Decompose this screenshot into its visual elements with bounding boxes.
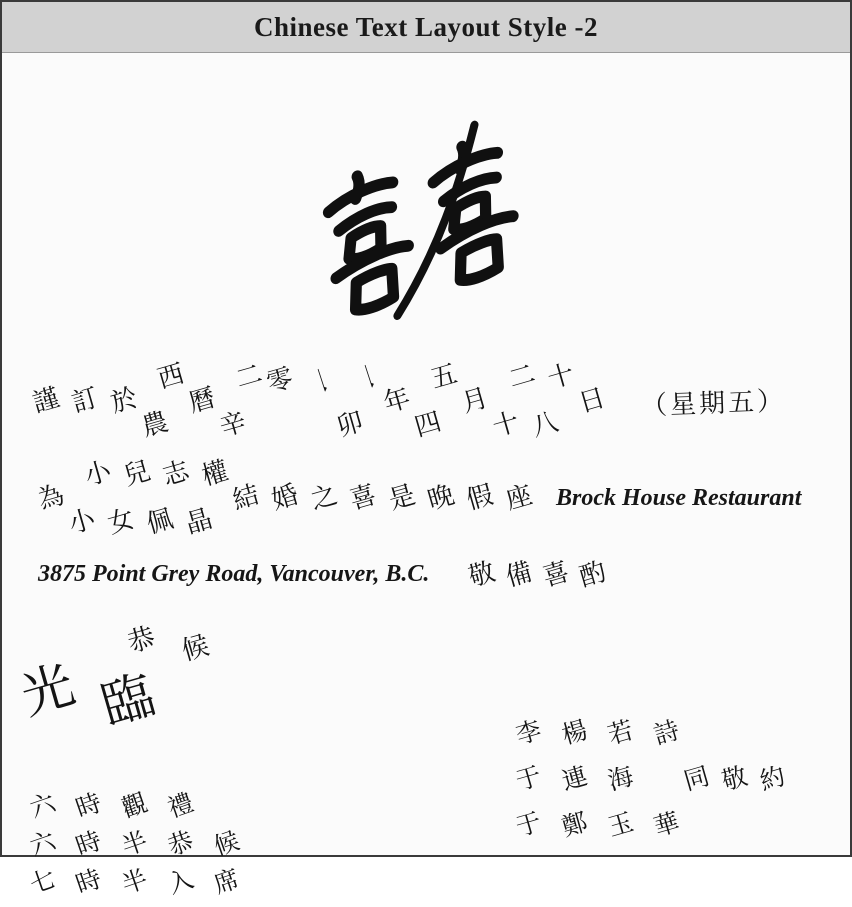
cjk-char: 一 [300,363,338,399]
char-cell [269,464,301,532]
page-title: Chinese Text Layout Style -2 [253,11,599,42]
host-char-cell [604,714,654,750]
cjk-char: 于 [512,760,545,796]
schedule-char-cell [25,787,76,831]
host-name-line [512,801,798,847]
cjk-char: 候 [209,825,244,862]
host-char-cell [604,806,654,842]
char-cell [308,464,340,532]
cjk-char: 零 [263,362,297,400]
cjk-char: 玉 [604,806,637,842]
cjk-char: 為 [34,479,68,517]
cjk-char: 連 [558,760,591,796]
cjk-char: 結 [229,479,263,517]
cjk-char: 海 [604,760,637,796]
schedule-char-cell [117,863,168,907]
cjk-char: 二 [505,358,539,396]
cjk-char: 八 [528,406,562,444]
char-pair [143,455,193,541]
cjk-char: 酌 [576,556,611,593]
cjk-char: 年 [380,382,414,420]
cjk-char: 六 [25,787,60,824]
cjk-char: 之 [307,479,341,517]
char-pair [489,358,539,444]
joint-invite-char-cell [756,760,798,796]
host-char-cell [604,760,654,796]
await-small-char: 恭 [124,621,159,660]
cjk-char: 月 [458,382,492,420]
cjk-char: 喜 [346,479,380,517]
schedule-char-cell [71,787,122,831]
char-cell [386,464,418,532]
date-row [29,358,787,444]
cjk-char: 晚 [424,479,458,517]
cjk-char: 婚 [268,479,302,517]
cjk-char: 李 [512,714,545,750]
cjk-char: 恭 [163,825,198,862]
char-pair [216,358,266,444]
char-cell [108,367,140,435]
char-cell [30,367,62,435]
char-pair [333,359,385,444]
schedule-char-cell [163,825,214,869]
host-name-line [512,709,798,755]
cjk-char: 權 [198,455,232,493]
cjk-char: 備 [502,556,537,593]
joint-invite-char-cell [680,760,722,796]
schedule-char-cell [163,863,214,907]
cjk-char: 若 [604,714,637,750]
schedule-char-cell [163,787,214,831]
hosts-block [512,709,798,847]
host-char-cell [558,760,608,796]
cjk-char: 四 [411,406,445,444]
cjk-char: 楊 [558,714,591,750]
title-bar [2,2,850,53]
joint-invite-char-cell [718,760,760,796]
couple-row [34,455,802,541]
char-cell [503,464,535,532]
schedule-char-cell [25,825,76,869]
cjk-char: 曆 [185,382,219,420]
venue-name: Brock House Restaurant [556,484,802,511]
cjk-char: 西 [154,358,188,396]
schedule-char-cell [117,825,168,869]
cjk-char: 七 [25,863,60,900]
cjk-char: 於 [107,382,141,420]
char-cell [381,367,413,435]
cjk-char: 女 [104,503,138,541]
cjk-char: 兒 [120,455,154,493]
cjk-char: 時 [71,825,106,862]
cjk-char: 小 [81,455,115,493]
feast-phrase [465,556,617,593]
cjk-char: 五 [427,358,461,396]
invitation-canvas [2,53,850,900]
host-char-cell [650,806,700,842]
cjk-char: 華 [650,806,683,842]
host-char-cell [512,760,562,796]
cjk-char: 敬 [465,556,500,593]
host-char-cell [512,714,562,750]
double-happiness-icon [318,137,570,305]
schedule-line [25,863,260,907]
cjk-char: 一 [347,359,385,395]
cjk-char: 晶 [182,503,216,541]
cjk-char: 詩 [650,714,683,750]
cjk-char: 觀 [117,787,152,824]
cjk-char: 志 [159,455,193,493]
await-small-char: 候 [178,629,213,668]
char-cell [35,464,67,532]
cjk-char: 二 [232,358,266,396]
address-row [38,556,617,593]
cjk-char: 卯 [333,406,367,444]
cjk-char: 佩 [143,503,177,541]
cjk-char: 座 [502,479,536,517]
cjk-char: 假 [463,479,497,517]
host-char-cell [558,714,608,750]
cjk-char: 鄭 [558,806,591,842]
cjk-char: 時 [71,863,106,900]
char-cell [425,464,457,532]
host-char-cell [558,806,608,842]
schedule-char-cell [71,863,122,907]
cjk-char: 農 [138,406,172,444]
char-pair [138,358,188,444]
cjk-char: 喜 [539,556,574,593]
char-cell [459,367,491,435]
host-char-cell [650,714,700,750]
schedule-char-cell [71,825,122,869]
cjk-char: 時 [71,787,106,824]
schedule-line [25,825,260,869]
char-cell [347,464,379,532]
char-pair [65,455,115,541]
cjk-char: 約 [756,760,789,796]
schedule-char-cell [117,787,168,831]
char-cell [186,367,218,435]
cjk-char: 入 [163,863,198,900]
char-pair [104,455,154,541]
cjk-char: 六 [25,825,60,862]
schedule-line [25,787,260,831]
cjk-char: 敬 [718,760,751,796]
cjk-char: 日 [575,382,609,420]
cjk-char: 小 [65,503,99,541]
schedule-block [25,787,260,907]
cjk-char: 是 [385,479,419,517]
schedule-char-cell [25,863,76,907]
char-pair [182,455,232,541]
schedule-char-cell [209,863,260,907]
cjk-char: 半 [117,825,152,862]
cjk-char: 十 [489,406,523,444]
char-cell [464,464,496,532]
host-name-line [512,755,798,801]
char-pair [528,358,578,444]
cjk-char: 席 [209,863,244,900]
cjk-char: 禮 [163,787,198,824]
cjk-char: 半 [117,863,152,900]
cjk-char: 十 [544,358,578,396]
venue-address: 3875 Point Grey Road, Vancouver, B.C. [38,561,430,587]
char-pair [411,358,461,444]
await-large-char: 光 [14,654,82,728]
cjk-char: 訂 [68,382,102,420]
host-char-cell [512,806,562,842]
char-cell [263,362,297,435]
cjk-char: 于 [512,806,545,842]
schedule-char-cell [209,825,260,869]
cjk-char: 同 [680,760,713,796]
cjk-char: 謹 [29,382,63,420]
char-cell [69,367,101,435]
await-large-char: 臨 [94,664,162,738]
char-cell [576,367,608,435]
char-cell [300,363,338,435]
char-cell [230,464,262,532]
cjk-char: 辛 [216,406,250,444]
weekday-note: （星期五） [640,385,787,422]
